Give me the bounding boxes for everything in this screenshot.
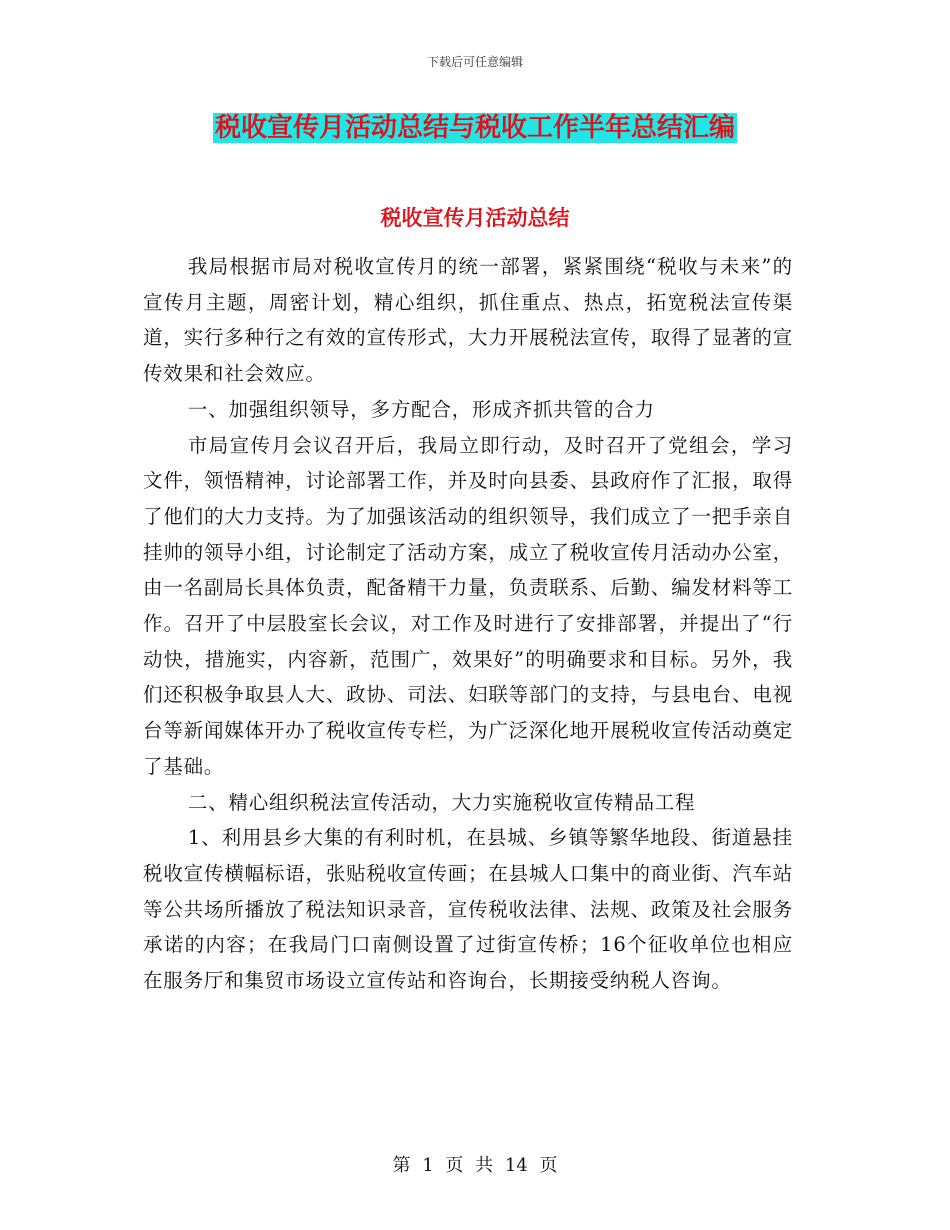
body-text — [143, 249, 793, 999]
header-note: 下载后可任意编辑 — [426, 55, 523, 69]
heading-section-one: 一、加强组织领导，多方配合，形成齐抓共管的合力 — [187, 397, 655, 421]
paragraph-intro: 我局根据市局对税收宣传月的统一部署，紧紧围绕“税收与未来”的宣传月主题，周密计划，精心组织，抓住重点、热点，拓宽税法宣传渠道，实行多种行之有效的宣传形式，大力开展税法宣传，取得了显著的宣传效果和社会效应。 — [143, 255, 793, 386]
heading-section-two: 二、精心组织税法宣传活动，大力实施税收宣传精品工程 — [187, 790, 696, 814]
paragraph-section-one: 市局宣传月会议召开后，我局立即行动，及时召开了党组会，学习文件，领悟精神，讨论部署工作，并及时向县委、县政府作了汇报，取得了他们的大力支持。为了加强该活动的组织领导，我们成立了一把手亲自挂帅的领导小组，讨论制定了活动方案，成立了税收宣传月活动办公室，由一名副局长具体负责，配备精干力量，负责联系、后勤、编发材料等工作。召开了中层股室长会议，对工作及时进行了安排部署，并提出了“行动快，措施实，内容新，范围广，效果好”的明确要求和目标。另外，我们还积极争取县人大、政协、司法、妇联等部门的支持，与县电台、电视台等新闻媒体开办了税收宣传专栏，为广泛深化地开展税收宣传活动奠定了基础。 — [143, 433, 793, 778]
main-title-text: 税收宣传月活动总结与税收工作半年总结汇编 — [214, 113, 735, 143]
paragraph-item-one: 1、利用县乡大集的有利时机，在县城、乡镇等繁华地段、街道悬挂税收宣传横幅标语，张贴税收宣传画；在县城人口集中的商业街、汽车站等公共场所播放了税法知识录音，宣传税收法律、法规、政策及社会服务承诺的内容；在我局门口南侧设置了过街宣传桥；16个征收单位也相应在服务厅和集贸市场设立宣传站和咨询台，长期接受纳税人咨询。 — [143, 826, 793, 993]
page-footer: 第 1 页 共 14 页 — [392, 1155, 558, 1176]
section-title: 税收宣传月活动总结 — [380, 205, 570, 230]
main-title — [0, 110, 950, 146]
